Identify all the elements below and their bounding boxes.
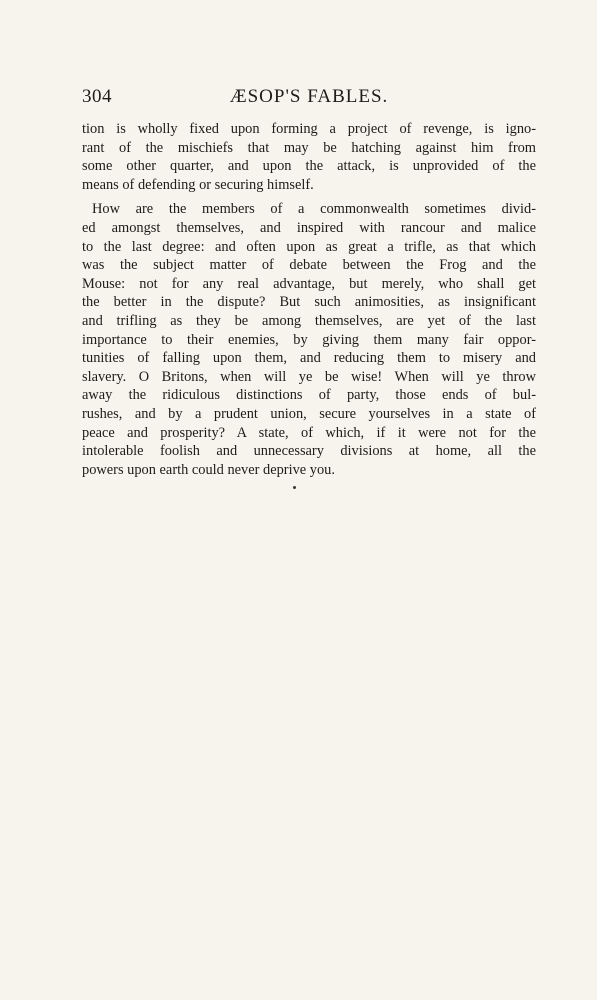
paragraph-1: [82, 120, 536, 194]
text-line: and trifling as they be among themselves, are yet of the last: [82, 312, 536, 329]
text-line: intolerable foolish and unnecessary divisions at home, all the: [82, 443, 536, 460]
paragraph-2: [82, 200, 536, 479]
text-line: Mouse: not for any real advantage, but merely, who shall get: [82, 275, 536, 292]
printer-mark: [293, 486, 296, 489]
running-head: [82, 86, 536, 110]
text-line: powers upon earth could never deprive you.: [82, 461, 335, 478]
text-line: rant of the mischiefs that may be hatching against him from: [82, 139, 536, 156]
text-line: the better in the dispute? But such animosities, as insignificant: [82, 294, 536, 311]
text-line: importance to their enemies, by giving them many fair oppor-: [82, 331, 536, 348]
text-line: peace and prosperity? A state, of which, if it were not for the: [82, 424, 536, 441]
text-line: means of defending or securing himself.: [82, 176, 314, 193]
text-line: tion is wholly fixed upon forming a project of revenge, is igno-: [82, 121, 536, 137]
page-number: 304: [82, 86, 112, 107]
text-line: slavery. O Britons, when will ye be wise! When will ye throw: [82, 368, 536, 385]
text-line: rushes, and by a prudent union, secure yourselves in a state of: [82, 405, 536, 422]
running-title: ÆSOP'S FABLES.: [229, 86, 389, 107]
text-line: tunities of falling upon them, and reducing them to misery and: [82, 350, 536, 367]
text-line: How are the members of a commonwealth sometimes divid-: [92, 201, 536, 218]
text-line: to the last degree: and often upon as great a trifle, as that which: [82, 238, 536, 255]
text-line: away the ridiculous distinctions of party, those ends of bul-: [82, 387, 536, 404]
text-line: ed amongst themselves, and inspired with rancour and malice: [82, 219, 536, 236]
text-line: some other quarter, and upon the attack, is unprovided of the: [82, 158, 536, 175]
body-text: [82, 120, 536, 479]
text-line: was the subject matter of debate between the Frog and the: [82, 257, 536, 274]
